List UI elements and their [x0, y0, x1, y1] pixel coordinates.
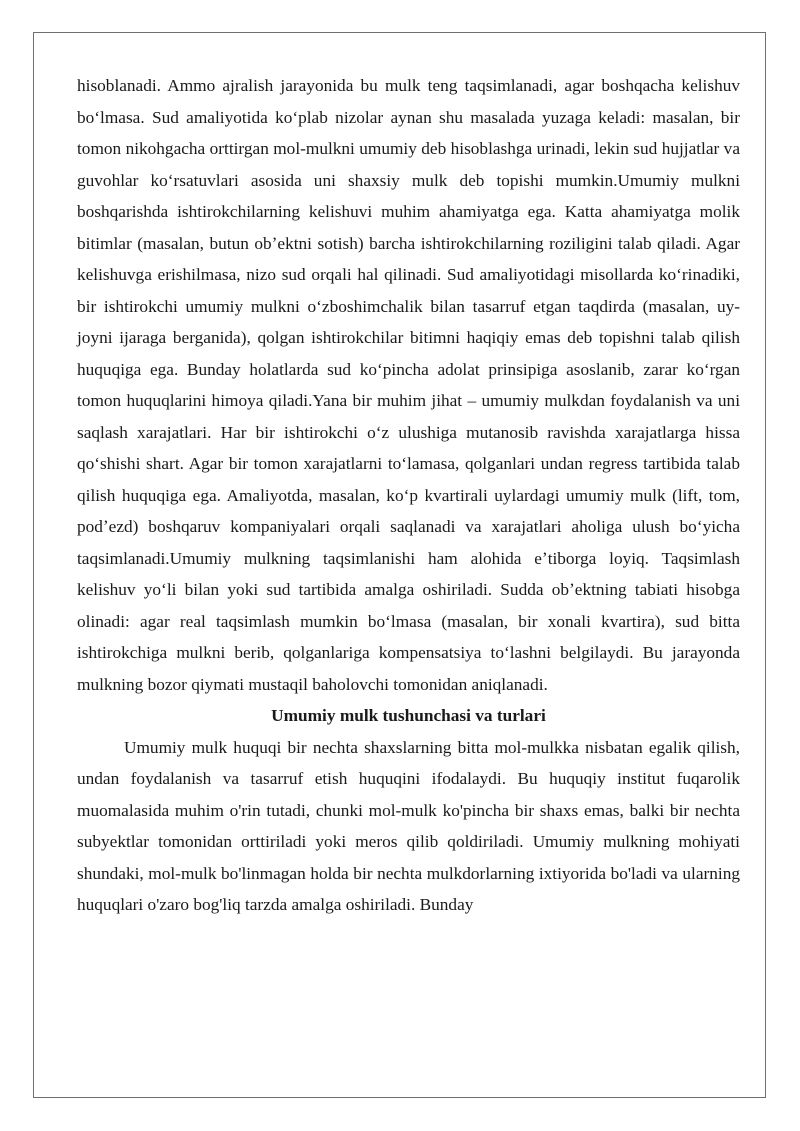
section-heading: Umumiy mulk tushunchasi va turlari: [271, 706, 546, 725]
document-body: [77, 70, 740, 921]
body-paragraph-2: Umumiy mulk huquqi bir nechta shaxslarning bitta mol-mulkka nisbatan egalik qilish, undan foydalanish va tasarruf etish huquqini ifodalaydi. Bu huquqiy institut fuqarolik muomalasida muhim o'rin tutadi, chunki mol-mulk ko'pincha bir shaxs emas, balki bir nechta subyektlar tomonidan orttiriladi yoki meros qilib qoldiriladi. Umumiy mulkning mohiyati shundaki, mol-mulk bo'linmagan holda bir nechta mulkdorlarning ixtiyorida bo'ladi va ularning huquqlari o'zaro bog'liq tarzda amalga oshiriladi. Bunday: [77, 737, 740, 914]
body-paragraph-1: hisoblanadi. Ammo ajralish jarayonida bu mulk teng taqsimlanadi, agar boshqacha kelishuv boʻlmasa. Sud amaliyotida koʻplab nizolar aynan shu masalada yuzaga keladi: masalan, bir tomon nikohgacha orttirgan mol-mulkni umumiy deb hisoblashga urinadi, lekin sud hujjatlar va guvohlar koʻrsatuvlari asosida uni shaxsiy mulk deb topishi mumkin.Umumiy mulkni boshqarishda ishtirokchilarning kelishuvi muhim ahamiyatga ega. Katta ahamiyatga molik bitimlar (masalan, butun obʼektni sotish) barcha ishtirokchilarning roziligini talab qiladi. Agar kelishuvga erishilmasa, nizo sud orqali hal qilinadi. Sud amaliyotidagi misollarda koʻrinadiki, bir ishtirokchi umumiy mulkni oʻzboshimchalik bilan tasarruf etgan taqdirda (masalan, uy-joyni ijaraga berganida), qolgan ishtirokchilar bitimni haqiqiy emas deb topishni talab qilish huquqiga ega. Bunday holatlarda sud koʻpincha adolat prinsipiga asoslanib, zarar koʻrgan tomon huquqlarini himoya qiladi.Yana bir muhim jihat – umumiy mulkdan foydalanish va uni saqlash xarajatlari. Har bir ishtirokchi oʻz ulushiga mutanosib ravishda xarajatlarga hissa qoʻshishi shart. Agar bir tomon xarajatlarni toʻlamasa, qolganlari undan regress tartibida talab qilish huquqiga ega. Amaliyotda, masalan, koʻp kvartirali uylardagi umumiy mulk (lift, tom, podʼezd) boshqaruv kompaniyalari orqali saqlanadi va xarajatlari aholiga ulush boʻyicha taqsimlanadi.Umumiy mulkning taqsimlanishi ham alohida eʼtiborga loyiq. Taqsimlash kelishuv yoʻli bilan yoki sud tartibida amalga oshiriladi. Sudda obʼektning tabiati hisobga olinadi: agar real taqsimlash mumkin boʻlmasa (masalan, bir xonali kvartira), sud bitta ishtirokchiga mulkni berib, qolganlariga kompensatsiya toʻlashni belgilaydi. Bu jarayonda mulkning bozor qiymati mustaqil baholovchi tomonidan aniqlanadi.: [77, 76, 740, 694]
